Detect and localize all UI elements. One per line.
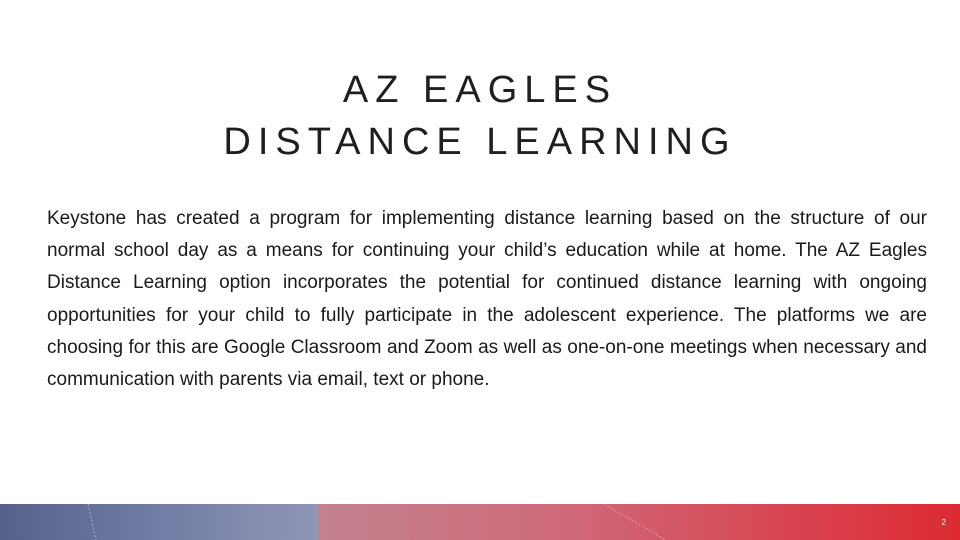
title-line-2: DISTANCE LEARNING (223, 121, 737, 163)
body-paragraph: Keystone has created a program for implementing distance learning based on the structure of our normal school day as a means for continuing your child’s education while at home. The AZ Eagles Distance Learning option incorporates the potential for continued distance learning with ongoing opportunities for your child to fully participate in the adolescent experience. The platforms we are choosing for this are Google Classroom and Zoom as well as one-on-one meetings when necessary and communication with parents via email, text or phone. (47, 208, 927, 391)
slide-title (0, 64, 960, 168)
footer-decoration (0, 504, 960, 540)
title-line-1: AZ EAGLES (342, 69, 618, 111)
footer-band (0, 504, 960, 540)
page-number: 2 (941, 518, 946, 527)
